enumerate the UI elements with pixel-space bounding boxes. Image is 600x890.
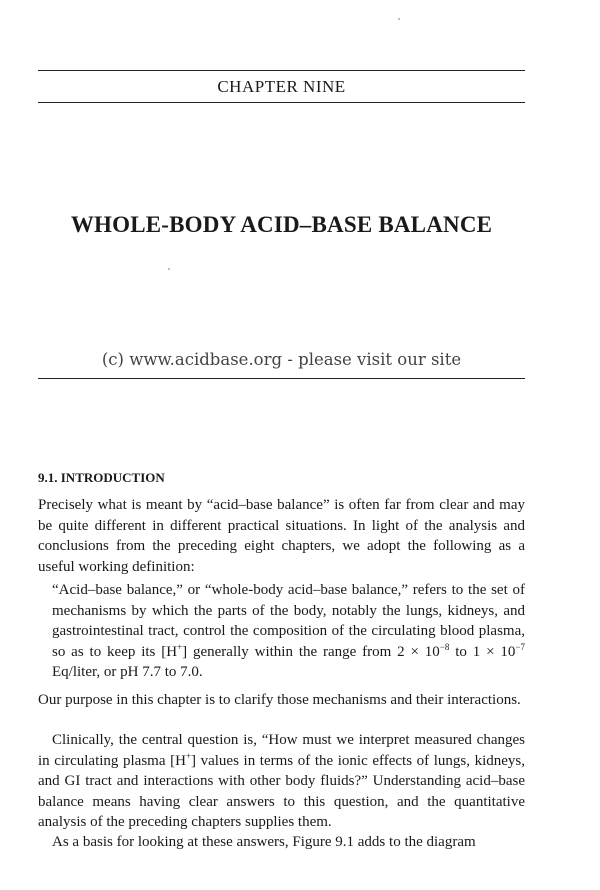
figure-paragraph: As a basis for looking at these answers, Figure 9.1 adds to the diagram	[52, 834, 476, 850]
page-speck	[168, 268, 170, 270]
chapter-label-underline	[38, 102, 525, 103]
clinical-text-2: ] values in terms of the ionic effects of lungs, kidneys, and GI tract and interactions with other body fluids?” Understanding acid–base balance means having clear answers to this question, and the quantitative analysis of the preceding chapters supplies them.	[38, 752, 526, 830]
quote-text-3: to 1 × 10	[449, 643, 516, 660]
top-rule	[38, 70, 525, 71]
copyright-watermark: (c) www.acidbase.org - please visit our site	[101, 350, 462, 369]
definition-quote	[52, 580, 525, 683]
quote-text-2: ] generally within the range from 2 × 10	[182, 643, 440, 660]
quote-text-4: Eq/liter, or pH 7.7 to 7.0.	[52, 664, 203, 680]
chapter-label: CHAPTER NINE	[217, 77, 346, 96]
clinical-text-1: Clinically, the central question is, “How must we interpret measured changes in circulating plasma [H	[38, 732, 525, 769]
quote-sup-2: −8	[439, 641, 450, 652]
section-heading: 9.1. INTRODUCTION	[38, 470, 165, 485]
quote-text-1: “Acid–base balance,” or “whole-body acid–base balance,” refers to the set of mechanisms by which the parts of the body, notably the lungs, kidneys, and gastrointestinal tract, control the composition of the circulating blood plasma, so as to keep its [H	[52, 582, 525, 660]
purpose-paragraph: Our purpose in this chapter is to clarify those mechanisms and their interactions.	[38, 692, 521, 708]
quote-sup-3: −7	[515, 641, 525, 652]
chapter-title: WHOLE-BODY ACID–BASE BALANCE	[70, 212, 493, 237]
clinical-sup: +	[185, 750, 192, 761]
quote-sup-1: +	[177, 641, 183, 652]
page-speck	[398, 18, 400, 20]
title-bottom-rule	[38, 378, 525, 379]
intro-paragraph: Precisely what is meant by “acid–base balance” is often far from clear and may be quite different in different practical situations. In light of the analysis and conclusions from the preceding eight chapters, we adopt the following as a useful working definition:	[38, 497, 525, 575]
clinical-paragraph	[38, 730, 525, 833]
